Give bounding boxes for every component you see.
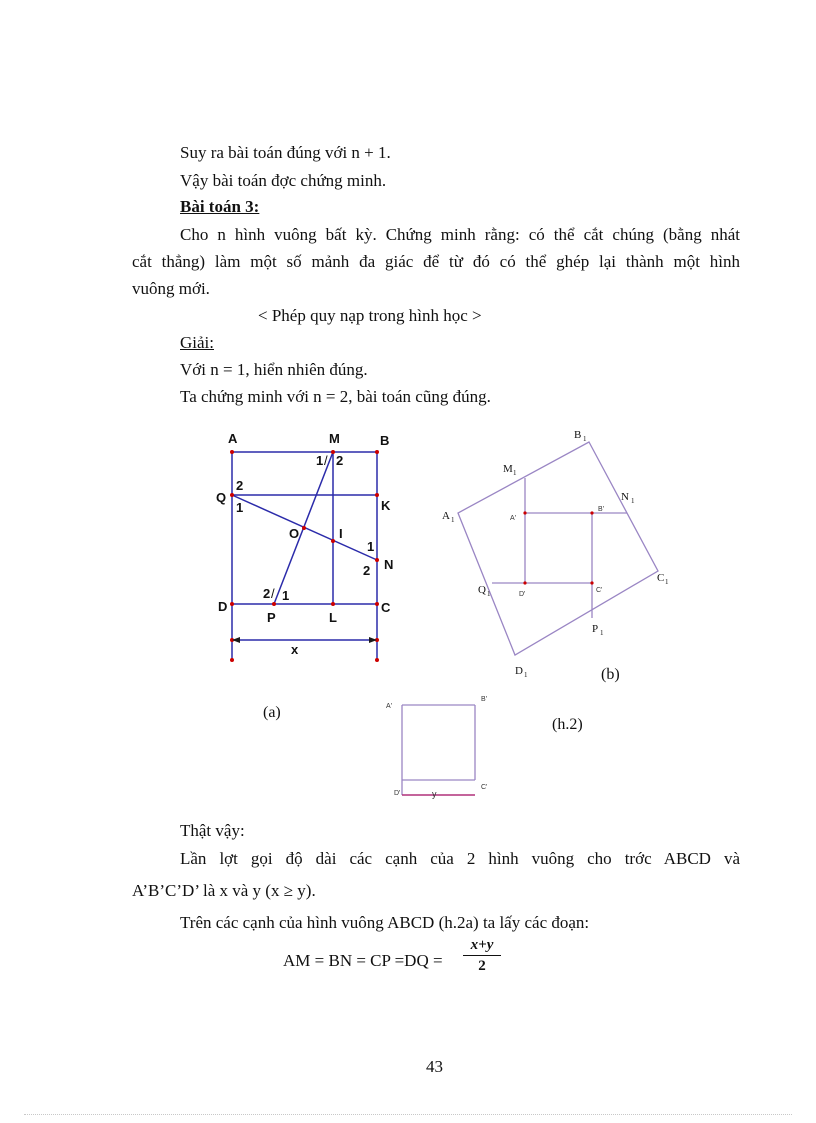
figure-b (430, 420, 680, 685)
label-inner-Dp: D' (519, 591, 526, 598)
body-line-4: Trên các cạnh của hình vuông ABCD (h.2a) ta lấy các đoạn: (180, 913, 590, 932)
figure-a (205, 425, 420, 670)
label-P1: P (592, 623, 599, 635)
small-label-Cp: C' (481, 784, 488, 791)
label-C1: C (657, 572, 665, 584)
label-C1-sub: 1 (665, 578, 669, 586)
small-label-Ap: A' (386, 703, 393, 710)
problem-line-3: vuông mới. (132, 279, 210, 298)
equation-lhs: AM = BN = CP =DQ = (283, 951, 443, 970)
caption-h2: (h.2) (552, 716, 583, 733)
equation-fraction (463, 936, 501, 975)
page-bottom-border (24, 1114, 792, 1115)
label-B1: B (574, 429, 582, 441)
label-M: M (329, 431, 340, 446)
label-O: O (289, 526, 300, 541)
label-x: x (291, 642, 299, 657)
label-B: B (380, 433, 390, 448)
label-M1: M (503, 463, 513, 475)
caption-a: (a) (263, 704, 281, 721)
angle-m-sep: / (324, 453, 328, 468)
label-B1-sub: 1 (583, 435, 587, 443)
caption-b: (b) (601, 666, 620, 683)
solution-line-1: Với n = 1, hiển nhiên đúng. (180, 360, 368, 379)
label-N1-sub: 1 (631, 497, 635, 505)
body-line-1: Thật vậy: (180, 821, 245, 840)
problem-line-1: Cho n hình vuông bất kỳ. Chứng minh rằng: có thể cắt chúng (bằng nhát (180, 225, 740, 244)
angle-p2: 2 (263, 586, 271, 601)
figure-small-square (380, 690, 500, 805)
small-label-Bp: B' (481, 696, 488, 703)
label-D1: D (515, 665, 523, 677)
angle-q2: 2 (236, 478, 244, 493)
problem-line-2: cắt thẳng) làm một số mảnh đa giác để từ đó có thể ghép lại thành một hình (132, 252, 740, 271)
body-line-2: Lần lợt gọi độ dài các cạnh của 2 hình vuông cho trớc ABCD và (180, 849, 740, 868)
label-C: C (381, 600, 391, 615)
solution-line-2: Ta chứng minh với n = 2, bài toán cũng đúng. (180, 387, 491, 406)
angle-m2: 2 (336, 453, 344, 468)
label-Q1: Q (478, 584, 486, 596)
page-number: 43 (426, 1057, 443, 1076)
fraction-denominator: 2 (478, 958, 486, 974)
label-Q: Q (216, 490, 227, 505)
label-A: A (228, 431, 238, 446)
fraction-bar (463, 955, 501, 956)
label-I: I (339, 526, 343, 541)
small-label-Dp: D' (394, 790, 401, 797)
angle-n1: 1 (367, 539, 375, 554)
label-P: P (267, 610, 276, 625)
label-M1-sub: 1 (513, 469, 517, 477)
label-D1-sub: 1 (524, 671, 528, 679)
angle-q1: 1 (236, 500, 244, 515)
small-label-y: y (432, 789, 437, 799)
problem-title: Bài toán 3: (180, 197, 260, 216)
label-A1-sub: 1 (451, 516, 455, 524)
conclusion-line-1: Suy ra bài toán đúng với n + 1. (180, 143, 391, 162)
label-D: D (218, 599, 228, 614)
conclusion-line-2: Vậy bài toán đợc chứng minh. (180, 171, 387, 190)
label-inner-Ap: A' (510, 515, 517, 522)
label-K: K (381, 498, 391, 513)
fraction-numerator: x+y (470, 937, 494, 953)
label-P1-sub: 1 (600, 629, 604, 637)
angle-n2: 2 (363, 563, 371, 578)
label-N1: N (621, 491, 629, 503)
label-inner-Bp: B' (598, 506, 605, 513)
label-Q1-sub: 1 (487, 590, 491, 598)
hint-line: < Phép quy nạp trong hình học > (258, 306, 482, 325)
label-L: L (329, 610, 337, 625)
label-inner-Cp: C' (596, 587, 603, 594)
label-N: N (384, 557, 394, 572)
angle-p-sep: / (271, 586, 275, 601)
solution-label: Giải: (180, 333, 214, 352)
angle-m1: 1 (316, 453, 324, 468)
label-A1: A (442, 510, 450, 522)
body-line-3: A’B’C’D’ là x và y (x ≥ y). (132, 881, 316, 900)
angle-p1: 1 (282, 588, 290, 603)
